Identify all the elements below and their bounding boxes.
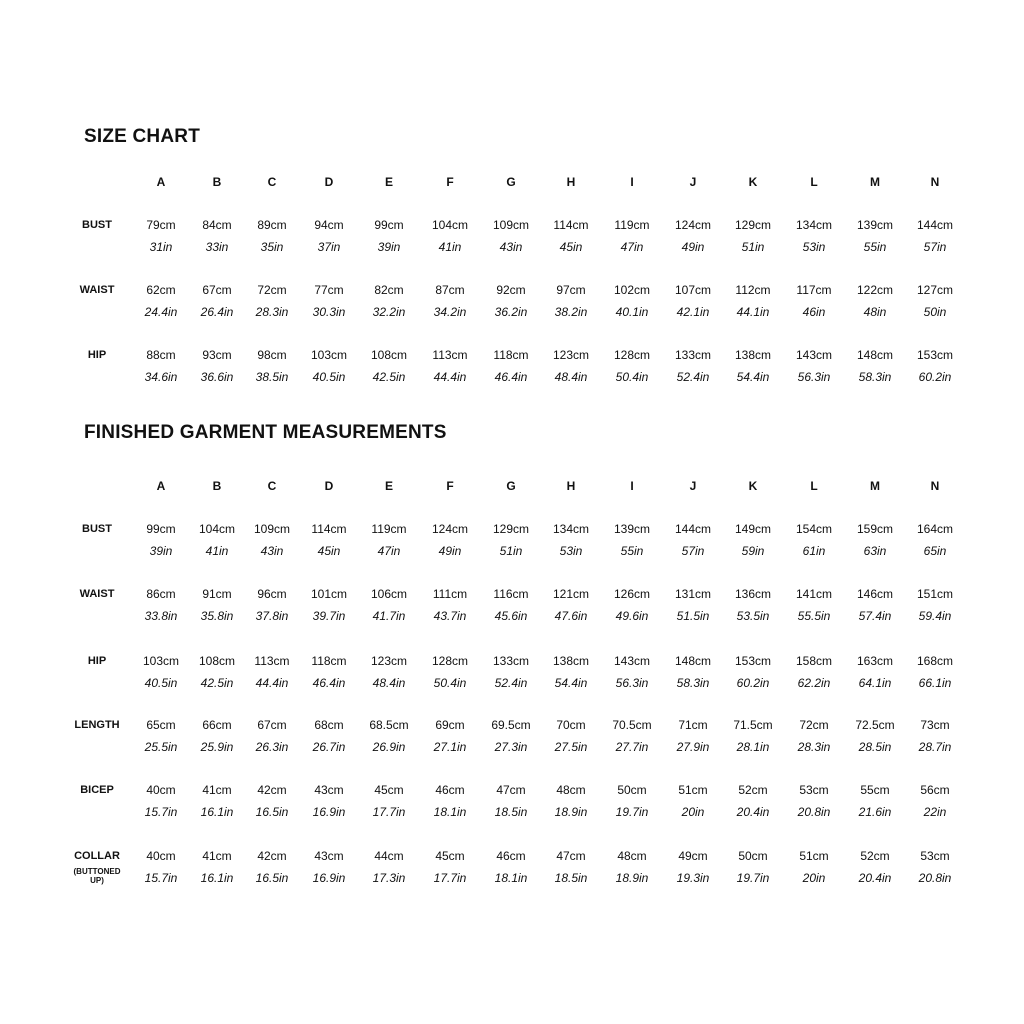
inch-value: 41in: [205, 544, 229, 558]
cm-value: 119cm: [371, 522, 407, 536]
cm-value: 119cm: [614, 218, 650, 232]
cm-value: 45cm: [435, 849, 465, 863]
inch-value: 16.5in: [255, 871, 289, 885]
inch-value: 42.5in: [200, 676, 234, 690]
cm-value: 93cm: [202, 348, 232, 362]
inch-value: 27.7in: [615, 740, 649, 754]
cm-value: 151cm: [916, 587, 954, 601]
inch-value: 51in: [741, 240, 765, 254]
row-label: HIP: [87, 349, 107, 361]
cm-value: 103cm: [310, 348, 348, 362]
inch-value: 44.1in: [736, 305, 770, 319]
cm-value: 70.5cm: [612, 718, 652, 732]
row-label: WAIST: [79, 284, 115, 296]
cm-value: 51cm: [678, 783, 708, 797]
cm-value: 56cm: [920, 783, 950, 797]
inch-value: 20in: [681, 805, 705, 819]
inch-value: 26.9in: [372, 740, 406, 754]
inch-value: 27.5in: [554, 740, 588, 754]
size-header: M: [870, 175, 880, 189]
cm-value: 47cm: [556, 849, 586, 863]
cm-value: 128cm: [431, 654, 469, 668]
cm-value: 106cm: [370, 587, 408, 601]
size-header: C: [267, 479, 277, 493]
size-header: K: [748, 175, 758, 189]
size-header: C: [267, 175, 277, 189]
inch-value: 24.4in: [144, 305, 178, 319]
size-header: E: [384, 175, 394, 189]
inch-value: 28.3in: [797, 740, 831, 754]
inch-value: 18.1in: [494, 871, 528, 885]
cm-value: 136cm: [734, 587, 772, 601]
inch-value: 27.1in: [433, 740, 467, 754]
inch-value: 20.4in: [736, 805, 770, 819]
inch-value: 58.3in: [676, 676, 710, 690]
cm-value: 148cm: [674, 654, 712, 668]
inch-value: 46in: [802, 305, 826, 319]
size-header: G: [506, 479, 516, 493]
inch-value: 30.3in: [312, 305, 346, 319]
cm-value: 65cm: [146, 718, 176, 732]
cm-value: 99cm: [374, 218, 404, 232]
size-header: B: [212, 175, 222, 189]
inch-value: 47in: [620, 240, 644, 254]
cm-value: 133cm: [674, 348, 712, 362]
inch-value: 45in: [317, 544, 341, 558]
cm-value: 144cm: [916, 218, 954, 232]
inch-value: 42.1in: [676, 305, 710, 319]
inch-value: 16.1in: [200, 871, 234, 885]
row-label: COLLAR: [74, 850, 120, 862]
cm-value: 68cm: [314, 718, 344, 732]
row-label: BICEP: [80, 784, 114, 796]
cm-value: 131cm: [674, 587, 712, 601]
cm-value: 154cm: [795, 522, 833, 536]
row-sublabel: (BUTTONED UP): [73, 867, 121, 885]
inch-value: 39.7in: [312, 609, 346, 623]
cm-value: 48cm: [617, 849, 647, 863]
inch-value: 58.3in: [858, 370, 892, 384]
inch-value: 35.8in: [200, 609, 234, 623]
inch-value: 18.9in: [554, 805, 588, 819]
inch-value: 46.4in: [312, 676, 346, 690]
cm-value: 52cm: [738, 783, 768, 797]
inch-value: 38.2in: [554, 305, 588, 319]
inch-value: 15.7in: [144, 805, 178, 819]
inch-value: 48.4in: [372, 676, 406, 690]
size-header: D: [324, 175, 334, 189]
inch-value: 47in: [377, 544, 401, 558]
cm-value: 109cm: [492, 218, 530, 232]
inch-value: 33.8in: [144, 609, 178, 623]
inch-value: 26.4in: [200, 305, 234, 319]
size-header: K: [748, 479, 758, 493]
inch-value: 20.4in: [858, 871, 892, 885]
inch-value: 60.2in: [736, 676, 770, 690]
cm-value: 153cm: [734, 654, 772, 668]
cm-value: 99cm: [146, 522, 176, 536]
row-label: LENGTH: [74, 719, 120, 731]
cm-value: 116cm: [493, 587, 529, 601]
inch-value: 54.4in: [554, 676, 588, 690]
cm-value: 71cm: [678, 718, 708, 732]
cm-value: 82cm: [374, 283, 404, 297]
size-header: A: [156, 479, 166, 493]
cm-value: 98cm: [257, 348, 287, 362]
size-header: L: [810, 175, 818, 189]
cm-value: 153cm: [916, 348, 954, 362]
inch-value: 40.5in: [312, 370, 346, 384]
size-header: L: [810, 479, 818, 493]
inch-value: 60.2in: [918, 370, 952, 384]
cm-value: 84cm: [202, 218, 232, 232]
cm-value: 143cm: [795, 348, 833, 362]
inch-value: 19.7in: [736, 871, 770, 885]
cm-value: 104cm: [431, 218, 469, 232]
inch-value: 37.8in: [255, 609, 289, 623]
cm-value: 107cm: [674, 283, 712, 297]
inch-value: 18.1in: [433, 805, 467, 819]
cm-value: 88cm: [146, 348, 176, 362]
inch-value: 21.6in: [858, 805, 892, 819]
inch-value: 46.4in: [494, 370, 528, 384]
inch-value: 42.5in: [372, 370, 406, 384]
cm-value: 149cm: [734, 522, 772, 536]
inch-value: 55.5in: [797, 609, 831, 623]
cm-value: 139cm: [613, 522, 651, 536]
inch-value: 47.6in: [554, 609, 588, 623]
cm-value: 70cm: [556, 718, 586, 732]
cm-value: 123cm: [552, 348, 590, 362]
cm-value: 40cm: [146, 783, 176, 797]
inch-value: 16.1in: [200, 805, 234, 819]
cm-value: 91cm: [202, 587, 232, 601]
cm-value: 44cm: [374, 849, 404, 863]
cm-value: 139cm: [856, 218, 894, 232]
cm-value: 53cm: [799, 783, 829, 797]
cm-value: 159cm: [856, 522, 894, 536]
cm-value: 134cm: [795, 218, 833, 232]
inch-value: 28.3in: [255, 305, 289, 319]
inch-value: 25.5in: [144, 740, 178, 754]
cm-value: 67cm: [202, 283, 232, 297]
cm-value: 108cm: [370, 348, 408, 362]
cm-value: 87cm: [435, 283, 465, 297]
inch-value: 39in: [377, 240, 401, 254]
inch-value: 17.3in: [372, 871, 406, 885]
cm-value: 104cm: [198, 522, 236, 536]
size-header: G: [506, 175, 516, 189]
cm-value: 133cm: [492, 654, 530, 668]
cm-value: 48cm: [556, 783, 586, 797]
cm-value: 72cm: [257, 283, 287, 297]
cm-value: 129cm: [492, 522, 530, 536]
inch-value: 18.9in: [615, 871, 649, 885]
inch-value: 36.2in: [494, 305, 528, 319]
cm-value: 43cm: [314, 849, 344, 863]
size-header: J: [689, 479, 697, 493]
cm-value: 138cm: [734, 348, 772, 362]
inch-value: 53.5in: [736, 609, 770, 623]
cm-value: 124cm: [431, 522, 469, 536]
inch-value: 20.8in: [797, 805, 831, 819]
inch-value: 18.5in: [554, 871, 588, 885]
cm-value: 68.5cm: [369, 718, 409, 732]
cm-value: 124cm: [674, 218, 712, 232]
inch-value: 39in: [149, 544, 173, 558]
size-header: J: [689, 175, 697, 189]
inch-value: 50.4in: [615, 370, 649, 384]
size-header: M: [870, 479, 880, 493]
inch-value: 61in: [802, 544, 826, 558]
inch-value: 51.5in: [676, 609, 710, 623]
inch-value: 57in: [923, 240, 947, 254]
inch-value: 54.4in: [736, 370, 770, 384]
inch-value: 66.1in: [918, 676, 952, 690]
cm-value: 127cm: [916, 283, 954, 297]
inch-value: 48.4in: [554, 370, 588, 384]
inch-value: 50in: [923, 305, 947, 319]
cm-value: 46cm: [496, 849, 526, 863]
inch-value: 56.3in: [615, 676, 649, 690]
cm-value: 72.5cm: [855, 718, 895, 732]
cm-value: 66cm: [202, 718, 232, 732]
size-header: B: [212, 479, 222, 493]
size-header: F: [446, 175, 454, 189]
cm-value: 108cm: [198, 654, 236, 668]
inch-value: 19.3in: [676, 871, 710, 885]
cm-value: 86cm: [146, 587, 176, 601]
cm-value: 52cm: [860, 849, 890, 863]
cm-value: 79cm: [146, 218, 176, 232]
cm-value: 128cm: [613, 348, 651, 362]
size-header: F: [446, 479, 454, 493]
inch-value: 28.5in: [858, 740, 892, 754]
cm-value: 126cm: [613, 587, 651, 601]
row-label: HIP: [87, 655, 107, 667]
inch-value: 62.2in: [797, 676, 831, 690]
cm-value: 129cm: [734, 218, 772, 232]
cm-value: 121cm: [552, 587, 590, 601]
size-chart-title: SIZE CHART: [84, 126, 200, 147]
size-header: A: [156, 175, 166, 189]
inch-value: 49in: [438, 544, 462, 558]
cm-value: 163cm: [856, 654, 894, 668]
inch-value: 43in: [260, 544, 284, 558]
inch-value: 32.2in: [372, 305, 406, 319]
inch-value: 53in: [802, 240, 826, 254]
inch-value: 49in: [681, 240, 705, 254]
inch-value: 63in: [863, 544, 887, 558]
cm-value: 47cm: [496, 783, 526, 797]
inch-value: 53in: [559, 544, 583, 558]
inch-value: 26.7in: [312, 740, 346, 754]
inch-value: 40.1in: [615, 305, 649, 319]
size-header: H: [566, 175, 576, 189]
size-header: N: [930, 175, 940, 189]
cm-value: 53cm: [920, 849, 950, 863]
inch-value: 55in: [863, 240, 887, 254]
row-label: WAIST: [79, 588, 115, 600]
inch-value: 34.2in: [433, 305, 467, 319]
inch-value: 57.4in: [858, 609, 892, 623]
inch-value: 20in: [802, 871, 826, 885]
inch-value: 26.3in: [255, 740, 289, 754]
cm-value: 144cm: [674, 522, 712, 536]
inch-value: 34.6in: [144, 370, 178, 384]
cm-value: 102cm: [613, 283, 651, 297]
cm-value: 69cm: [435, 718, 465, 732]
inch-value: 50.4in: [433, 676, 467, 690]
cm-value: 141cm: [795, 587, 833, 601]
cm-value: 114cm: [311, 522, 347, 536]
inch-value: 38.5in: [255, 370, 289, 384]
cm-value: 97cm: [556, 283, 586, 297]
inch-value: 41in: [438, 240, 462, 254]
cm-value: 50cm: [738, 849, 768, 863]
inch-value: 18.5in: [494, 805, 528, 819]
inch-value: 41.7in: [372, 609, 406, 623]
size-header: N: [930, 479, 940, 493]
inch-value: 16.5in: [255, 805, 289, 819]
finished-garment-title: FINISHED GARMENT MEASUREMENTS: [84, 422, 447, 443]
cm-value: 69.5cm: [491, 718, 531, 732]
inch-value: 43.7in: [433, 609, 467, 623]
cm-value: 164cm: [916, 522, 954, 536]
inch-value: 52.4in: [494, 676, 528, 690]
size-header: H: [566, 479, 576, 493]
inch-value: 64.1in: [858, 676, 892, 690]
cm-value: 112cm: [735, 283, 771, 297]
cm-value: 50cm: [617, 783, 647, 797]
inch-value: 17.7in: [433, 871, 467, 885]
cm-value: 92cm: [496, 283, 526, 297]
cm-value: 89cm: [257, 218, 287, 232]
inch-value: 31in: [149, 240, 173, 254]
size-header: D: [324, 479, 334, 493]
cm-value: 103cm: [142, 654, 180, 668]
inch-value: 43in: [499, 240, 523, 254]
inch-value: 59.4in: [918, 609, 952, 623]
cm-value: 101cm: [310, 587, 348, 601]
cm-value: 111cm: [432, 587, 468, 601]
size-header: I: [630, 479, 634, 493]
cm-value: 123cm: [370, 654, 408, 668]
cm-value: 117cm: [796, 283, 832, 297]
cm-value: 42cm: [257, 783, 287, 797]
cm-value: 43cm: [314, 783, 344, 797]
inch-value: 16.9in: [312, 805, 346, 819]
cm-value: 45cm: [374, 783, 404, 797]
inch-value: 17.7in: [372, 805, 406, 819]
inch-value: 65in: [923, 544, 947, 558]
cm-value: 40cm: [146, 849, 176, 863]
cm-value: 143cm: [613, 654, 651, 668]
cm-value: 114cm: [553, 218, 589, 232]
inch-value: 36.6in: [200, 370, 234, 384]
inch-value: 20.8in: [918, 871, 952, 885]
row-label: BUST: [82, 523, 112, 535]
inch-value: 25.9in: [200, 740, 234, 754]
inch-value: 27.3in: [494, 740, 528, 754]
size-header: I: [630, 175, 634, 189]
inch-value: 44.4in: [433, 370, 467, 384]
cm-value: 146cm: [856, 587, 894, 601]
cm-value: 41cm: [202, 783, 232, 797]
cm-value: 134cm: [552, 522, 590, 536]
inch-value: 51in: [499, 544, 523, 558]
cm-value: 122cm: [856, 283, 894, 297]
cm-value: 138cm: [552, 654, 590, 668]
cm-value: 118cm: [493, 348, 529, 362]
cm-value: 158cm: [795, 654, 833, 668]
cm-value: 113cm: [254, 654, 290, 668]
inch-value: 28.1in: [736, 740, 770, 754]
size-header: E: [384, 479, 394, 493]
cm-value: 51cm: [799, 849, 829, 863]
inch-value: 55in: [620, 544, 644, 558]
cm-value: 113cm: [432, 348, 468, 362]
cm-value: 77cm: [314, 283, 344, 297]
inch-value: 15.7in: [144, 871, 178, 885]
cm-value: 118cm: [311, 654, 347, 668]
cm-value: 109cm: [253, 522, 291, 536]
inch-value: 19.7in: [615, 805, 649, 819]
cm-value: 73cm: [920, 718, 950, 732]
inch-value: 56.3in: [797, 370, 831, 384]
inch-value: 40.5in: [144, 676, 178, 690]
cm-value: 55cm: [860, 783, 890, 797]
inch-value: 22in: [923, 805, 947, 819]
cm-value: 67cm: [257, 718, 287, 732]
inch-value: 37in: [317, 240, 341, 254]
inch-value: 16.9in: [312, 871, 346, 885]
inch-value: 57in: [681, 544, 705, 558]
cm-value: 41cm: [202, 849, 232, 863]
cm-value: 72cm: [799, 718, 829, 732]
cm-value: 96cm: [257, 587, 287, 601]
cm-value: 46cm: [435, 783, 465, 797]
inch-value: 28.7in: [918, 740, 952, 754]
inch-value: 35in: [260, 240, 284, 254]
cm-value: 94cm: [314, 218, 344, 232]
row-label: BUST: [82, 219, 112, 231]
inch-value: 59in: [741, 544, 765, 558]
inch-value: 27.9in: [676, 740, 710, 754]
inch-value: 44.4in: [255, 676, 289, 690]
inch-value: 49.6in: [615, 609, 649, 623]
cm-value: 148cm: [856, 348, 894, 362]
inch-value: 48in: [863, 305, 887, 319]
inch-value: 52.4in: [676, 370, 710, 384]
inch-value: 33in: [205, 240, 229, 254]
cm-value: 49cm: [678, 849, 708, 863]
cm-value: 168cm: [916, 654, 954, 668]
inch-value: 45in: [559, 240, 583, 254]
cm-value: 71.5cm: [733, 718, 773, 732]
cm-value: 42cm: [257, 849, 287, 863]
cm-value: 62cm: [146, 283, 176, 297]
inch-value: 45.6in: [494, 609, 528, 623]
